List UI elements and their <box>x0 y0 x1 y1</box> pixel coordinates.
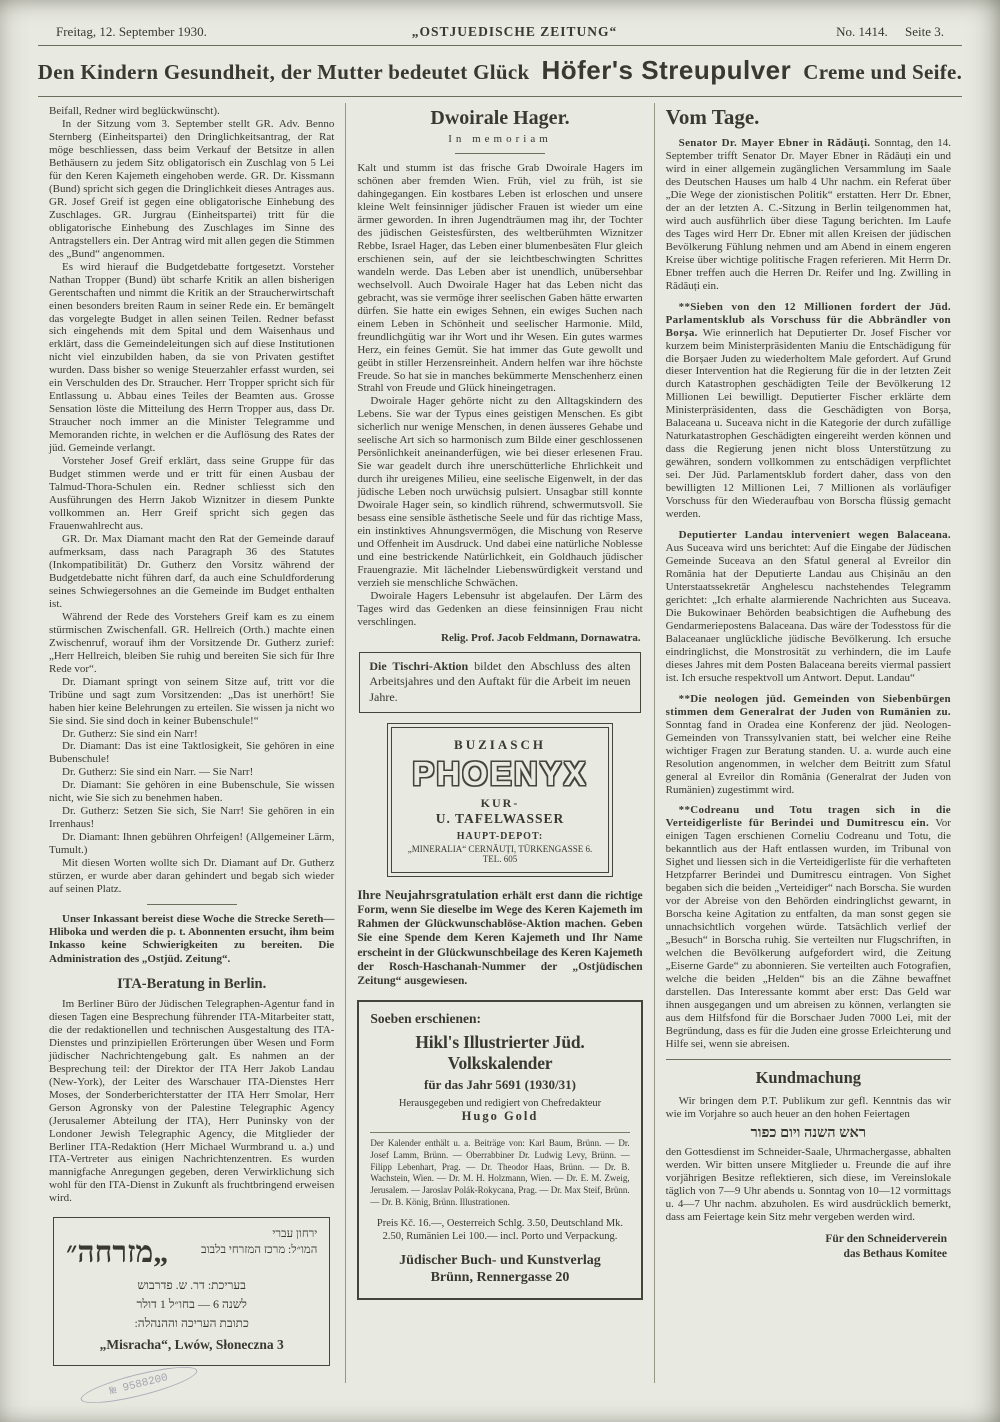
misracha-address-label: כתובת העריכה וההנהלה: <box>134 1316 249 1331</box>
article-paragraph: Beifall, Redner wird beglückwünscht). <box>49 105 220 117</box>
banner-text-left: Den Kindern Gesundheit, der Mutter bedeutet Glück <box>37 60 530 84</box>
article-paragraph: Es wird hierauf die Budgetdebatte fortgesetzt. Vorsteher Nathan Tropper (Bund) übt scharfe Kritik an allen bisherigen Gerentschaften und nimmt die Kritik an der Straucherwirtschaft einen besonders breiten Raum in seiner Rede ein. Er bemängelt das vorgelegte Budget in allen seinen Teilen. Redner befasst sich eingehends mit dem Spital und dem Waisenhaus und erklärt, dass die Gemeindeleitungen sich auf diese Institutionen nicht viel einzubilden haben, da sie von Privaten gestiftet wurden. Dass bisher so wenige Steuerzahler erfasst wurden, sei ein Verschulden des Dr. Straucher. Herr Tropper spricht sich für Entlassung u. Abbau eines Teiles der Beamten aus. Grosse Sensation löste die Mitteilung des Herrn Tropper aus, dass Dr. Straucher noch immer an die Minister Telegramme und Memoranden richte, in welchen er die Auflösung des Rates der jüd. Gemeinde verlangt. <box>49 260 335 455</box>
news-item <box>666 804 951 1050</box>
news-item <box>666 137 951 293</box>
misracha-title: „מזרחה״ <box>66 1236 169 1270</box>
misracha-editor: בעריכת: דר. ש. פדרבוש <box>137 1277 246 1292</box>
page-number: Seite 3. <box>905 24 944 39</box>
dialogue-line: Dr. Gutherz: Sie sind ein Narr! <box>62 727 198 740</box>
article-paragraph: GR. Dr. Max Diamant macht den Rat der Gemeinde darauf aufmerksam, dass nach Paragraph 36 des Statutes (Inkompatibilität) Dr. Gutherz den Vorsitz während der Budgetdebatte nicht führen darf, da auch eine Schuldforderung seines Schwiegersohnes an die Gemeinde im Budget enthalten ist. <box>49 532 335 610</box>
article-paragraph: Mit diesen Worten wollte sich Dr. Diamant auf Dr. Gutherz stürzen, er wurde aber daran gehindert und begab sich wieder auf seinen Platz. <box>49 857 335 896</box>
news-item-lead: Deputierter Landau interveniert wegen Balaceana. <box>678 529 951 542</box>
section-divider <box>147 904 237 905</box>
kundmachung-body: den Gottesdienst im Schneider-Saale, Uhrmachergasse, abhalten werden. Wir bitten unsere Mitglieder u. Freunde die auf ihre vorjährigen Besitze reflektieren, sich diese, im Vereinslokale täglich von 7—9 Uhr abends u. Sonntag von 10—12 vormittags u. 4—7 Uhr nachm. abzuholen. Es wird ausdrücklich bemerkt, dass am Feiertage kein Sitz mehr vergeben werden wird. <box>665 1145 951 1223</box>
hager-paragraph: Dwoirale Hagers Lebensuhr ist abgelaufen. Der Lärm des Tages wird das Gedenken an diese feinsinnigen Frau nicht verschlingen. <box>357 589 643 628</box>
news-item-text: Vor einigen Tagen erschienen Corneliu Codreanu und Totu, die bekanntlich aus der Haft entlassen wurden, im Tribunal von Sighet und liessen sich in die Verteidigerliste für die verhafteten Hetzpfarrer Berindei und Dumitrescu eintragen. Von Sighet begaben sich die beiden „Verteidiger“ nach Borscha. Sie wurden vor der Abreise von den Behörden eindringlichst gewarnt, in Borscha keine Agitation zu entfalten, da man sonst gegen sie unnachsichtlich vorgehen würde. Tatsächlich verlief der „Besuch“ in Borscha ruhig. Sie verteilten nur Flugschriften, in welchen die Bevölkerung aufgefordert wird, die Zeitung „Eiserne Garde“ zu abonnieren. Sie verteilten auch Fotografien, welche die beiden „Helden“ bis an die Zähne bewaffnet darstellen. Das Interessante kommt aber erst: Das Geld war ihnen ausgegangen und um abreisen zu können, verlangten sie aus dem Hilfsfond für die Borschaer Juden 7000 Lei, mit der Begründung, dass es für die Juden eine grosse Erleichterung und Hilfe sei, wenn sie abreisen. <box>665 817 951 1050</box>
tischri-lead: Die Tischri-Aktion <box>369 658 469 673</box>
article-paragraph: In der Sitzung vom 3. September stellt GR. Adv. Benno Sternberg (Einheitspartei) den Dringlichkeitsantrag, der Rat möge beschliessen, dass beim Verkauf der Betsitze in allen Bethäusern zu jedem Sitz obligatorisch ein Zuschlag von 5 Lei für den Keren Kajemeth eingehoben werde. GR. Dr. Kissmann (Bund) spricht sich gegen die Dringlichkeit dieses Antrages aus. GR. Josef Greif ist gegen eine obligatorische Einhebung des Zuschlages. GR. Jurgrau (Einheitspartei) tritt für die obligatorische Einhebung des Zuschlages im Sinne des Antragstellers ein. Der Antrag wird mit allen gegen die Stimmen des „Bund“ angenommen. <box>49 117 335 260</box>
volkskalender-ad <box>357 1000 642 1299</box>
article-paragraph: Vorsteher Josef Greif erklärt, dass seine Gruppe für das Budget stimmen werde und er tritt für einen Ausbau der Talmud-Thora-Schulen ein. Redner schliesst sich den Ausführungen des Herrn Jakob Wiznitzer in diesem Punkte vollkommen an. Herr Greif spricht sich gegen das Frauenwahlrecht aus. <box>49 455 335 532</box>
hager-article-subtitle: In memoriam <box>448 133 552 145</box>
misracha-ad-top <box>66 1227 317 1274</box>
kalender-contributors: Der Kalender enthält u. a. Beiträge von: Karl Baum, Brünn. — Dr. Josef Lamm, Brünn. — Oberrabbiner Dr. Ludwig Levy, Brünn. — Filipp Lebenhart, Prag. — Dr. Theodor Haas, Brünn. — Dr. B. Wachstein, Wien. — Dr. M. H. Holzmann, Wien. — Dr. E. M. Zweig, Jerusalem. — Jaroslav Polák-Rokycana, Prag. — Dr. Max Steif, Brünn. — Dr. B. König, Brünn. Illustrationen. <box>370 1132 629 1208</box>
misracha-ad <box>53 1217 330 1365</box>
news-item-text: Sonntag fand in Oradea eine Konferenz der jüd. Neologen-Gemeinden von Transsylvanien statt, bei welcher eine Reihe wichtiger Fragen zur Beratung standen. U. a. wurde auch eine Resolution angenommen, in welcher dem Beitritt zum Sfatul general al Evreilor din România (Generalrat der Juden von Rumänien) zugestimmt wird. <box>665 718 951 796</box>
newspaper-title: „OSTJUEDISCHE ZEITUNG“ <box>411 24 618 39</box>
phoenyx-depot-label: HAUPT-DEPOT: <box>456 830 544 842</box>
article-paragraph: Dr. Diamant springt von seinem Sitze auf, tritt vor die Tribüne und sagt zum Vorsitzenden: „Das ist unerhört! Sie haben hier keine Belehrungen zu erteilen. Sie wissen ja nicht wo Sie sind. Sie sind doch in keiner Bubenschule!“ <box>49 675 335 727</box>
kundmachung-sig-line2: das Bethaus Komitee <box>843 1247 947 1260</box>
hager-paragraph: Dwoirale Hager gehörte nicht zu den Alltagskindern des Lebens. Sie war der Typus eines geistigen Menschen. Es gibt sicherlich nur wenige Menschen, in denen äusseres Gehabe und seelische Art sich so harmonisch zum Bilde einer geschlossenen Persönlichkeit aneinanderfügen, wie bei dieser erlesenen Frau. Sie war geadelt durch ihre unerschütterliche Ehrlichkeit und durch ihr ureigenes Milieu, eine seelische Eigenwelt, in der das jüdische Leben noch urwüchsig pulsiert. Unsagbar still konnte Dwoirale Hager sein, so kindlich rührend, schwermutsvoll. Sie besass eine sensible ästhetische Seele und für das richtige Mass, ein instinktives Ahnungsvermögen, die Mischung von Reserve und Offenheit im Ausdruck. Und dabei eine natürliche Noblesse und eine bestrickende Natürlichkeit, ein Goldhauch jüdischer Frauengrazie. Mit lächelnder Liebenswürdigkeit verstand und verzieh sie menschliche Schwächen. <box>357 395 643 589</box>
kalender-price: Preis Kč. 16.—, Oesterreich Schlg. 3.50, Deutschland Mk. 2.50, Rumänien Lei 100.— incl. Porto und Verpackung. <box>376 1217 624 1243</box>
kundmachung-intro: Wir bringen dem P.T. Publikum zur gefl. Kenntnis das wir wie im Vorjahre so auch heuer an den hohen Feiertagen <box>665 1094 951 1120</box>
kalender-publisher-address: Brünn, Rennergasse 20 <box>430 1270 570 1286</box>
phoenyx-ad <box>387 723 612 877</box>
masthead-date: Freitag, 12. September 1930. <box>56 24 207 39</box>
phoenyx-location: BUZIASCH <box>454 736 546 752</box>
news-item <box>666 693 951 797</box>
kalender-editor: Hugo Gold <box>461 1109 539 1124</box>
kalender-subtitle: für das Jahr 5691 (1930/31) <box>424 1077 576 1093</box>
kundmachung-sig-line1: Für den Schneiderverein <box>825 1232 947 1245</box>
news-item-lead: Senator Dr. Mayer Ebner in Rădăuți. <box>678 137 871 149</box>
kalender-publisher-name: Jüdischer Buch- und Kunstverlag <box>399 1252 601 1268</box>
tischri-aktion-box <box>359 652 640 713</box>
neujahr-lead: Ihre Neujahrsgratulation <box>357 886 499 902</box>
hager-article-title: Dwoirale Hager. <box>430 107 570 129</box>
kundmachung-hebrew: ראש השנה ויום כפור <box>750 1124 866 1141</box>
inkassant-notice: Unser Inkassant bereist diese Woche die Strecke Sereth—Hliboka und werden die p. t. Abonnenten ersucht, ihm beim Inkasso keine Schwierigkeiten zu bereiten. Die Administration des „Ostjüd. Zeitung“. <box>49 913 335 965</box>
news-item-lead: **Codreanu und Totu tragen sich in die Verteidigerliste für Berindei und Dumitrescu ein. <box>665 804 951 830</box>
kalender-header: Soeben erschienen: <box>370 1011 481 1027</box>
section-divider <box>666 1059 951 1060</box>
misracha-price: לשנה 6 — בחו״ל 1 דולר <box>136 1297 247 1312</box>
column-right <box>655 103 962 1383</box>
dialogue-line: Dr. Diamant: Sie gehören in eine Bubenschule, Sie wissen nicht, wie Sie sich zu benehmen haben. <box>49 779 335 805</box>
neujahr-text: erhält erst dann die richtige Form, wenn Sie dieselbe im Wege des Keren Kajemeth im Rahmen der Glückwunschablöse-Aktion machen. Geben Sie eine Spende dem Keren Kajemeth und Ihr Name erscheint in der Glückwunschbeilage des Keren Kajemeth der Rosch-Haschanah-Nummer der „Ostjüdischen Zeitung“ ausgewiesen. <box>357 889 643 988</box>
phoenyx-tafelwasser: U. TAFELWASSER <box>435 810 565 826</box>
archive-stamp: № 9588200 <box>78 1359 200 1409</box>
ita-article-title: ITA-Beratung in Berlin. <box>117 975 267 992</box>
kalender-title: Hikl's Illustrierter Jüd. Volkskalender <box>415 1032 585 1074</box>
banner-text-right: Creme und Seife. <box>803 60 963 84</box>
page-columns <box>0 97 1000 1398</box>
dialogue-line: Dr. Diamant: Ihnen gebühren Ohrfeigen! (Allgemeiner Lärm, Tumult.) <box>49 831 335 857</box>
article-paragraph: Während der Rede des Vorstehers Greif kam es zu einem stürmischen Zwischenfall. GR. Hellreich (Orth.) machte einen Zwischenruf, worauf ihm der Vorsitzende Dr. Gutherz zurief: „Herr Hellreich, bleiben Sie ruhig und bereiten Sie sich für Ihre Rede vor“. <box>49 610 335 675</box>
news-item <box>666 529 951 685</box>
phoenyx-brand: PHOENYX <box>412 754 588 792</box>
section-divider <box>455 153 545 154</box>
hoefer-ad-banner <box>0 46 1000 96</box>
kundmachung-signature <box>670 1232 947 1262</box>
news-item-text: Wie erinnerlich hat Deputierter Dr. Josef Fischer vor kurzem beim Ministerpräsidenten Maniu die Entschädigung für die Borșaer Juden zu wiederholtem Male gefordert. Auf Grund dieser Intervention hat die Regierung für die in der letzten Zeit durch Katastrophen geschädigten Teile der Bevölkerung 12 Millionen Lei bewilligt. Deputierter Fischer erklärte dem Ministerpräsidenten, dass die Geschädigten von Borșa, Balaceana u. Suceava nicht in die Kategorie der durch zufällige Naturkatastrophen Geschädigten eingereiht werden können und dass die Regierung jenen nicht bloss Unterstützung zu gewähren, sondern vollkommen zu entschädigen verpflichtet sei. Der Jüd. Parlamentsklub fordert daher, dass von den bewilligten 12 Millionen Lei, 7 Millionen als vorläufiger Vorschuss für den Wiederaufbau von Borscha flüssig gemacht werden. <box>665 326 951 521</box>
misracha-type-label: ירחון עברי <box>272 1228 318 1241</box>
column-left <box>38 103 345 1398</box>
kalender-publisher <box>370 1252 629 1287</box>
phoenyx-phone: TEL. 605 <box>482 853 518 864</box>
banner-brand: Höfer's Streupulver <box>541 55 792 85</box>
news-item <box>666 301 951 521</box>
masthead <box>0 0 1000 45</box>
dialogue-line: Dr. Diamant: Das ist eine Taktlosigkeit, Sie gehören in eine Bubenschule! <box>49 740 335 766</box>
news-item-lead: **Die neologen jüd. Gemeinden von Siebenbürgen stimmen dem Generalrat der Juden von Rumänien zu. <box>665 692 951 718</box>
dialogue-line: Dr. Gutherz: Setzen Sie sich, Sie Narr! Sie gehören in ein Irrenhaus! <box>49 805 335 831</box>
neujahr-notice <box>357 887 642 989</box>
ita-article-body: Im Berliner Büro der Jüdischen Telegraphen-Agentur fand in diesen Tagen eine Besprechung führender ITA-Mitarbeiter statt, die der redaktionellen und technischen Ausgestaltung des ITA-Dienstes und prinzipiellen Erörterungen über Wesen und Form jüdischer Nachrichtengebung galt. Es nahmen an der Besprechung teil: der Direktor der ITA Herr Jakob Landau (New-York), der Leiter des Warschauer ITA-Dienstes Herr Moses, der Sonderberichterstatter der ITA Herr Smolar, Herr Gerson Agronsky von der Palestine Telegraphic Agency (Jerusalemer Abteilung der ITA), Herr Puninsky von der Londoner Jewish Telegraphic Agency, die Mitglieder der Berliner ITA-Redaktion (Herr Michael Wurmbrand u. a.) und ITA-Vertreter aus einigen Nachrichtenzentren. Es wurden mannigfache Anregungen gegeben, deren Verwirklichung sich wohl für den ITA-Dienst in Zukunft als fruchtbringend erweisen wird. <box>49 997 335 1205</box>
misracha-address: „Misracha“, Lwów, Słoneczna 3 <box>99 1337 284 1353</box>
kalender-editor-intro: Herausgegeben und redigiert von Chefredakteur <box>398 1098 602 1110</box>
misracha-publisher: המו״ל: מרכז המזרחי בלבוב <box>201 1243 318 1256</box>
news-item-lead: **Sieben von den 12 Millionen fordert der Jüd. Parlamentsklub als Vorschuss für die Abbrändler von Borșa. <box>665 300 951 339</box>
phoenyx-depot-address: „MINERALIA“ CERNĂUȚI, TÜRKENGASSE 6. <box>407 843 593 854</box>
issue-number: No. 1414. <box>836 24 888 39</box>
masthead-issue-block <box>822 24 944 40</box>
misracha-ad-meta <box>201 1227 317 1258</box>
hager-signature: Relig. Prof. Jacob Feldmann, Dornawatra. <box>441 631 641 644</box>
tischri-text: bildet den Abschluss des alten Arbeitsjahres und den Auftakt für die Arbeit im neuen Jahre. <box>369 658 631 705</box>
dialogue-line: Dr. Gutherz: Sie sind ein Narr. — Sie Narr! <box>62 766 254 779</box>
news-item-text: Aus Suceava wird uns berichtet: Auf die Eingabe der Jüdischen Gemeinde Suceava an den Sfatul general al Evreilor din România hat der Deputierte Landau aus Chișinău an den Unterstaatssekretär Anghelescu nachstehendes Telegramm gerichtet: „Ich erhalte alarmierende Nachrichten aus Suceava. Die Bukowinaer Behörden beabsichtigen die Aufhebung des Gendarmeriepostens Balaceana. Das wäre der Todesstoss für die Balaceanaer unglückliche jüdische Bevölkerung. Ich ersuche eindringlichst, die Monstrosität zu verhindern, die im Laufe dieses Jahres mit dem Posten Balaceana bereits viermal passiert ist. Ich ersuche respektvoll um Antwort. Deput. Landau“ <box>665 542 951 684</box>
hager-paragraph: Kalt und stumm ist das frische Grab Dwoirale Hagers im schönen aber fremden Wien. Früh, viel zu früh, ist sie dahingegangen. Ein kostbares Leben ist erloschen und unsere kleine Welt feinsinniger jüdischer Frauen ist wieder um eine ärmer geworden. In ihren Jugendträumen mag ihr, der Tochter des jüdischen Geistesfürsten, des weltberühmten Wiznitzer Rebbe, Israel Hager, das Leben einer blumenbesäten Flur gleich erschienen sein, auf der sie leichtbeschwingten Schrittes wandeln werde. Das Leben aber ist unendlich, unübersehbar wechselvoll. Auch Dwoirale Hager hat das Leben nicht das gebracht, was sie vermöge ihrer seelischen Gaben hätte erwarten dürfen. Sie hatte ein ewiges Sehnen, ein ewiges Suchen nach einem Leben in Schönheit und seelischer Harmonie. Mild, freundlichgütig war ihr Wort und ihr Wesen. Ein gutes warmes Herz, ein feines Gemüt. Sie hat immer das Gute gewollt und geübt in stiller Herzensreinheit. Andern helfen war ihre höchste Freude. So hat sie in manches bekümmerte Menschenherz einen Strahl von Freude und Glück hineingetragen. <box>357 162 643 395</box>
news-item-text: Sonntag, den 14. September trifft Senator Dr. Mayer Ebner in Rădăuți ein und wird in einer allgemein zugänglichen Versammlung im Saale des Deutschen Hauses um halb 4 Uhr nachm. ein Referat über „Die Wege der zionistischen Politik“ erstatten. Herr Dr. Ebner, der an der letzten A. C.-Sitzung in Berlin teilgenommen hat, wird auch ausführlich über diese Tagung berichten. Im Laufe des Tages wird Herr Dr. Ebner mit allen Kreisen der jüdischen Bevölkerung Fühlung nehmen und am Abend in einem engeren Kreise über wichtige politische Fragen referieren. Mit Herrn Dr. Ebner treffen auch die Herren Dr. Reifer und Ing. Zwilling in Rădăuți ein. <box>665 137 951 292</box>
vom-tage-title: Vom Tage. <box>665 105 760 129</box>
kundmachung-title: Kundmachung <box>755 1067 862 1087</box>
phoenyx-kur: KUR- <box>480 795 520 810</box>
phoenyx-ad-inner <box>391 727 608 873</box>
column-middle <box>345 103 654 1383</box>
